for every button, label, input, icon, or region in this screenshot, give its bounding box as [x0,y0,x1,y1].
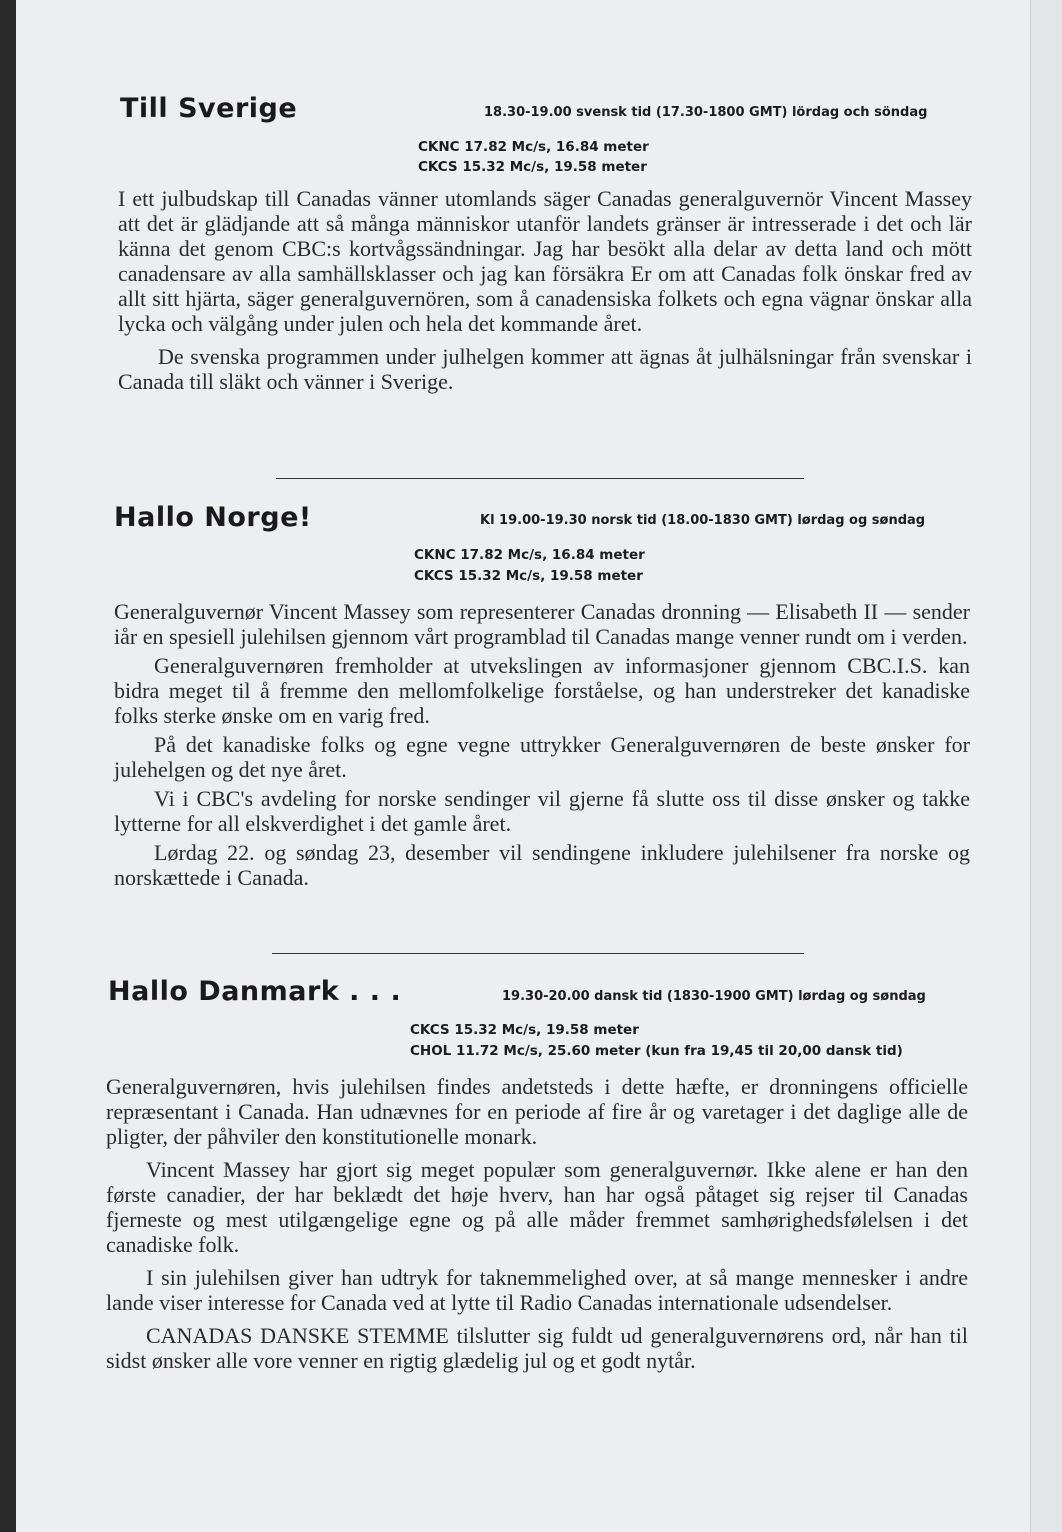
frequency-danmark-2: CHOL 11.72 Mc/s, 25.60 meter (kun fra 19,45 til 20,00 dansk tid) [410,1043,903,1059]
paragraph: Vincent Massey har gjort sig meget populær som generalguvernør. Ikke alene er han den første canadier, der har beklædt det høje hverv, han har også påtaget sig rejser til Canadas fjerneste og mest utilgængelige egne og på alle måder fremmet samhørighedsfølelsen i det canadiske folk. [106,1157,968,1257]
paragraph: Generalguvernøren fremholder at utvekslingen av informasjoner gjennom CBC.I.S. kan bidra meget til å fremme den mellomfolkelige forståelse, og han understreker det kanadiske folks sterke ønske om en varig fred. [114,653,970,728]
schedule-sverige: 18.30-19.00 svensk tid (17.30-1800 GMT) lördag och söndag [484,105,928,120]
adjacent-page-edge [1030,0,1062,1532]
section-title-danmark: Hallo Danmark . . . [108,976,402,1007]
divider-rule [272,953,804,954]
frequency-norge-1: CKNC 17.82 Mc/s, 16.84 meter [414,547,645,563]
document-page [16,0,1030,1532]
divider-rule [276,478,804,479]
schedule-danmark: 19.30-20.00 dansk tid (1830-1900 GMT) lørdag og søndag [502,989,926,1004]
section-title-norge: Hallo Norge! [114,502,312,533]
paragraph: I sin julehilsen giver han udtryk for taknemmelighed over, at så mange mennesker i andre lande viser interesse for Canada ved at lytte til Radio Canadas internationale udsendelser. [106,1265,968,1315]
paragraph: Generalguvernør Vincent Massey som representerer Canadas dronning — Elisabeth II — sender iår en spesiell julehilsen gjennom vårt programblad til Canadas mange venner rundt om i verden. [114,599,970,649]
paragraph: CANADAS DANSKE STEMME tilslutter sig fuldt ud generalguvernørens ord, når han til sidst ønsker alle vore venner en rigtig glædelig jul og et godt nytår. [106,1323,968,1373]
section-title-sverige: Till Sverige [120,93,298,124]
paragraph: På det kanadiske folks og egne vegne uttrykker Generalguvernøren de beste ønsker for julehelgen og det nye året. [114,732,970,782]
frequency-norge-2: CKCS 15.32 Mc/s, 19.58 meter [414,568,643,584]
paragraph: I ett julbudskap till Canadas vänner utomlands säger Canadas generalguvernör Vincent Massey att det är glädjande att så många människor utanför landets gränser är intresserade i det och lär känna det genom CBC:s kortvågssändningar. Jag har besökt alla delar av detta land och mött canadensare av alla samhällsklasser och jag kan försäkra Er om att Canadas folk önskar fred av allt sitt hjärta, säger generalguvernören, som å canadensiska folkets och egna vägnar önskar alla lycka och välgång under julen och hela det kommande året. [118,186,972,336]
paragraph: Generalguvernøren, hvis julehilsen findes andetsteds i dette hæfte, er dronningens officielle repræsentant i Canada. Han udnævnes for en periode af fire år og varetager i det daglige alle de pligter, der påhviler den konstitutionelle monark. [106,1074,968,1149]
body-sverige [118,186,972,394]
frequency-danmark-1: CKCS 15.32 Mc/s, 19.58 meter [410,1022,639,1038]
schedule-norge: Kl 19.00-19.30 norsk tid (18.00-1830 GMT) lørdag og søndag [480,513,926,528]
frequency-sverige-2: CKCS 15.32 Mc/s, 19.58 meter [418,159,647,175]
body-danmark [106,1074,968,1373]
frequency-sverige-1: CKNC 17.82 Mc/s, 16.84 meter [418,139,649,155]
paragraph: Vi i CBC's avdeling for norske sendinger vil gjerne få slutte oss til disse ønsker og takke lytterne for all elskverdighet i det gamle året. [114,786,970,836]
paragraph: Lørdag 22. og søndag 23, desember vil sendingene inkludere julehilsener fra norske og norskættede i Canada. [114,840,970,890]
paragraph: De svenska programmen under julhelgen kommer att ägnas åt julhälsningar från svenskar i Canada till släkt och vänner i Sverige. [118,344,972,394]
body-norge [114,599,970,890]
